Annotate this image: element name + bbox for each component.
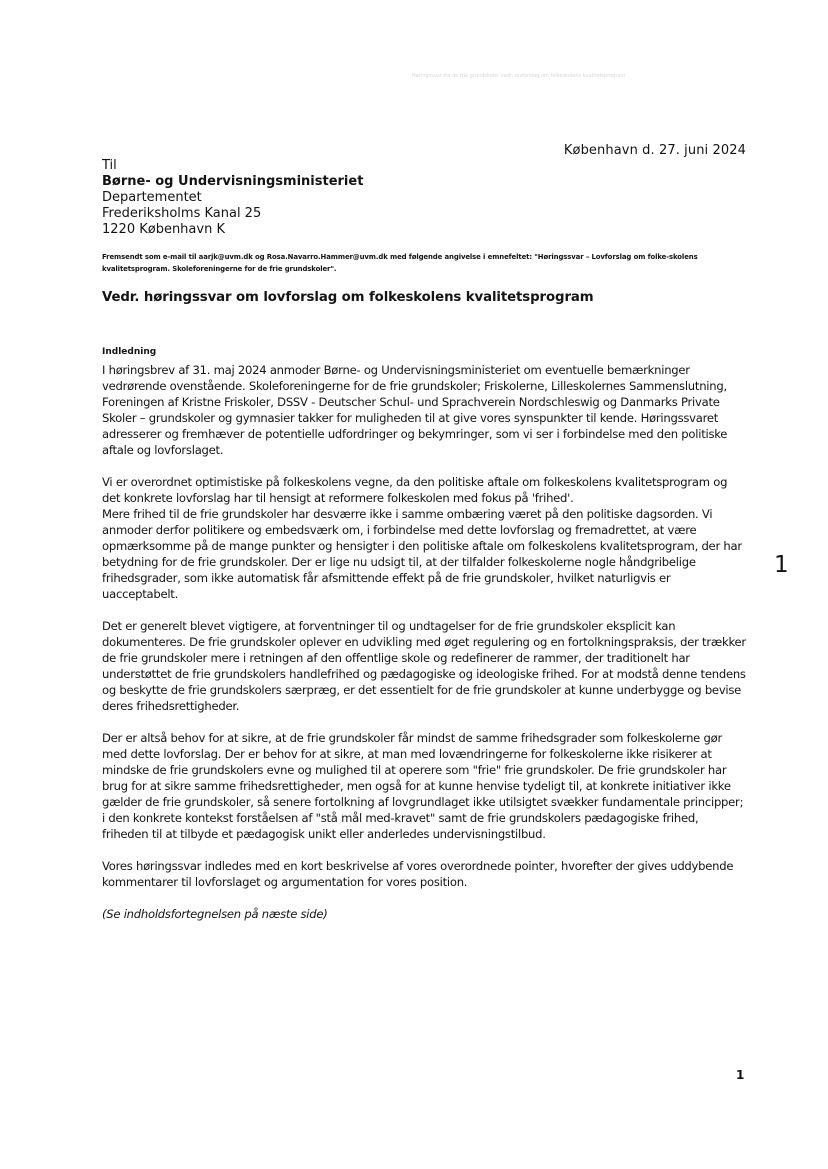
recipient-address <box>102 158 363 238</box>
paragraph-6: Vores høringssvar indledes med en kort beskrivelse af vores overordnede pointer, hvorefter der gives uddybende kommentarer til lovforslaget og argumentation for vores position. <box>102 859 734 889</box>
address-line-2: Frederiksholms Kanal 25 <box>102 206 262 221</box>
margin-number: 1 <box>774 552 789 578</box>
dateline: København d. 27. juni 2024 <box>563 143 746 158</box>
address-line-1: Departementet <box>102 190 202 205</box>
page-number: 1 <box>736 1068 745 1082</box>
paragraph-1: I høringsbrev af 31. maj 2024 anmoder Børne- og Undervisningsministeriet om eventuelle bemærkninger vedrørende ovenstående. Skoleforeningerne for de frie grundskoler; Friskolerne, Lilleskolernes Sammenslutning, Foreningen af Kristne Friskoler, DSSV - Deutscher Schul- und Sprachverein Nordschleswig og Danmarks Private Skoler – grundskoler og gymnasier takker for muligheden til at give vores synspunkter til kende. Høringssvaret adresserer og fremhæver de potentielle udfordringer og bekymringer, som vi ser i forbindelse med den politiske aftale og lovforslaget. <box>102 363 728 457</box>
letter-body <box>102 362 747 938</box>
paragraph-3: Mere frihed til de frie grundskoler har desværre ikke i samme ombæring været på den politiske dagsorden. Vi anmoder derfor politikere og embedsværk om, i forbindelse med dette lovforslag og fremadrettet, at være opmærksomme på de mange punkter og hensigter i den politiske aftale om folkeskolens kvalitetsprogram, der har betydning for de frie grundskoler. Der er lige nu udsigt til, at der tilfalder folkeskolerne nogle håndgribelige frihedsgrader, som ikke automatisk får afsmittende effekt på de frie grundskoler, hvilket naturligvis er uacceptabelt. <box>102 507 742 601</box>
paragraph-4: Det er generelt blevet vigtigere, at forventninger til og undtagelser for de frie grundskoler eksplicit kan dokumenteres. De frie grundskoler oplever en udvikling med øget regulering og en fortolkningspraksis, der trækker de frie grundskoler mere i retningen af den offentlige skole og redefinerer de rammer, der traditionelt har understøttet de frie grundskolers handlefrihed og pædagogiske og ideologiske frihed. For at modstå denne tendens og beskytte de frie grundskolers særpræg, er det essentielt for de frie grundskoler at kunne underbygge og bevise deres frihedsrettigheder. <box>102 619 746 713</box>
sent-note: Fremsendt som e-mail til aarjk@uvm.dk og Rosa.Navarro.Hammer@uvm.dk med følgende angivelse i emnefeltet: "Høringssvar – Lovforslag om folke-skolens kvalitetsprogram. Skoleforeningerne for de frie grundskoler". <box>102 253 698 273</box>
address-line-3: 1220 København K <box>102 222 225 237</box>
address-recipient: Børne- og Undervisningsministeriet <box>102 174 364 189</box>
subject-heading: Vedr. høringssvar om lovforslag om folkeskolens kvalitetsprogram <box>102 290 594 305</box>
paragraph-5: Der er altså behov for at sikre, at de frie grundskoler får mindst de samme frihedsgrader som folkeskolerne gør med dette lovforslag. Der er behov for at sikre, at man med lovændringerne for folkeskolerne ikke risikerer at mindske de frie grundskolers evne og mulighed til at operere som "frie" frie grundskoler. De frie grundskoler har brug for at sikre samme frihedsrettigheder, men også for at kunne henvise tydeligt til, at konkrete initiativer ikke gælder de frie grundskoler, så senere fortolkning af lovgrundlaget ikke utilsigtet svækker fundamentale principper; i den konkrete kontekst forståelsen af "stå mål med-kravet" samt de frie grundskolers pædagogiske frihed, friheden til at tilbyde et pædagogisk unikt eller anderledes undervisningstilbud. <box>102 731 744 841</box>
toc-note: (Se indholdsfortegnelsen på næste side) <box>102 907 328 921</box>
paragraph-2: Vi er overordnet optimistiske på folkeskolens vegne, da den politiske aftale om folkeskolens kvalitetsprogram og det konkrete lovforslag har til hensigt at reformere folkeskolen med fokus på 'frihed'. <box>102 475 728 505</box>
section-heading-introduction: Indledning <box>102 347 157 357</box>
faint-header-text: Høringssvar fra de frie grundskoler vedr. lovforslag om folkeskolens kvalitetsprogram <box>412 73 626 79</box>
address-to: Til <box>102 158 117 173</box>
